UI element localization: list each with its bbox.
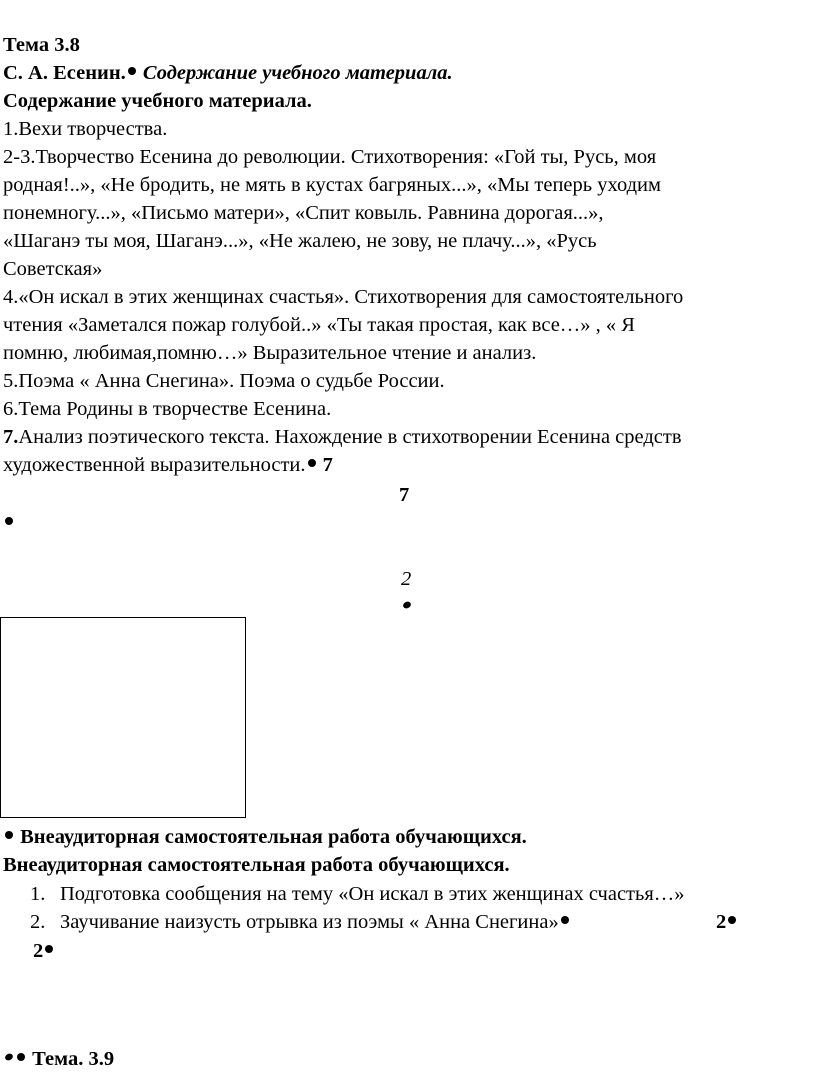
bullet-icon (45, 945, 53, 953)
list-item-7-continued (3, 451, 333, 479)
task-number: 1. (30, 883, 46, 905)
task-item (30, 908, 571, 936)
item-7-text-tail: художественной выразительности. (3, 454, 306, 476)
list-item: 1.Вехи творчества. (3, 118, 168, 140)
list-item: родная!..», «Не бродить, не мять в кустах багряных...», «Мы теперь уходим (3, 174, 661, 196)
item-7-number: 7. (3, 426, 19, 448)
task-number: 2. (30, 911, 46, 933)
bullet-icon (401, 599, 413, 617)
section-heading: Содержание учебного материала. (3, 90, 312, 112)
author-name: С. А. Есенин. (3, 62, 126, 84)
bullet-icon (728, 916, 736, 924)
list-item: понемногу...», «Письмо матери», «Спит ковыль. Равнина дорогая...», (3, 202, 604, 224)
next-topic (3, 1045, 114, 1073)
hours-value: 2 (33, 940, 44, 962)
topic-title: Тема 3.8 (3, 34, 80, 56)
list-item: 6.Тема Родины в творчестве Есенина. (3, 398, 332, 420)
extra-work-heading-text: Внеаудиторная самостоятельная работа обучающихся. (15, 826, 527, 848)
hours-value: 7 (399, 484, 410, 506)
bullet-icon (4, 1053, 14, 1062)
hours-value: 2 (716, 911, 727, 933)
bullet-icon (308, 459, 316, 467)
item-7-text: Анализ поэтического текста. Нахождение в стихотворении Есенина средств (18, 426, 682, 448)
list-item: 5.Поэма « Анна Снегина». Поэма о судьбе России. (3, 370, 445, 392)
bullet-icon (3, 515, 15, 533)
bullet-icon (5, 831, 13, 839)
hours-value: 7 (317, 454, 333, 476)
list-item: Советская» (3, 258, 103, 280)
hours-value: 2 (401, 568, 412, 590)
list-item-7 (3, 423, 682, 451)
task-hours (33, 937, 55, 965)
bullet-icon (17, 1053, 25, 1061)
empty-frame (0, 617, 246, 818)
author-line (3, 59, 453, 87)
list-item: чтения «Заметался пожар голубой..» «Ты такая простая, как все…» , « Я (3, 314, 635, 336)
list-item: 2-3.Творчество Есенина до революции. Стихотворения: «Гой ты, Русь, моя (3, 146, 657, 168)
task-item (30, 880, 685, 908)
next-topic-title: Тема. 3.9 (27, 1048, 115, 1070)
list-item: помню, любимая,помню…» Выразительное чтение и анализ. (3, 342, 537, 364)
extra-work-heading: Внеаудиторная самостоятельная работа обучающихся. (3, 854, 510, 876)
task-text: Подготовка сообщения на тему «Он искал в этих женщинах счастья…» (60, 883, 685, 905)
bullet-icon (128, 67, 136, 75)
list-item: «Шаганэ ты моя, Шаганэ...», «Не жалею, не зову, не плачу...», «Русь (3, 230, 597, 252)
list-item: 4.«Он искал в этих женщинах счастья». Стихотворения для самостоятельного (3, 286, 684, 308)
task-text: Заучивание наизусть отрывка из поэмы « Анна Снегина» (60, 911, 559, 933)
task-hours (716, 908, 738, 936)
extra-work-heading-inline (3, 823, 527, 851)
author-line-tail: Содержание учебного материала. (137, 62, 453, 84)
bullet-icon (561, 916, 569, 924)
